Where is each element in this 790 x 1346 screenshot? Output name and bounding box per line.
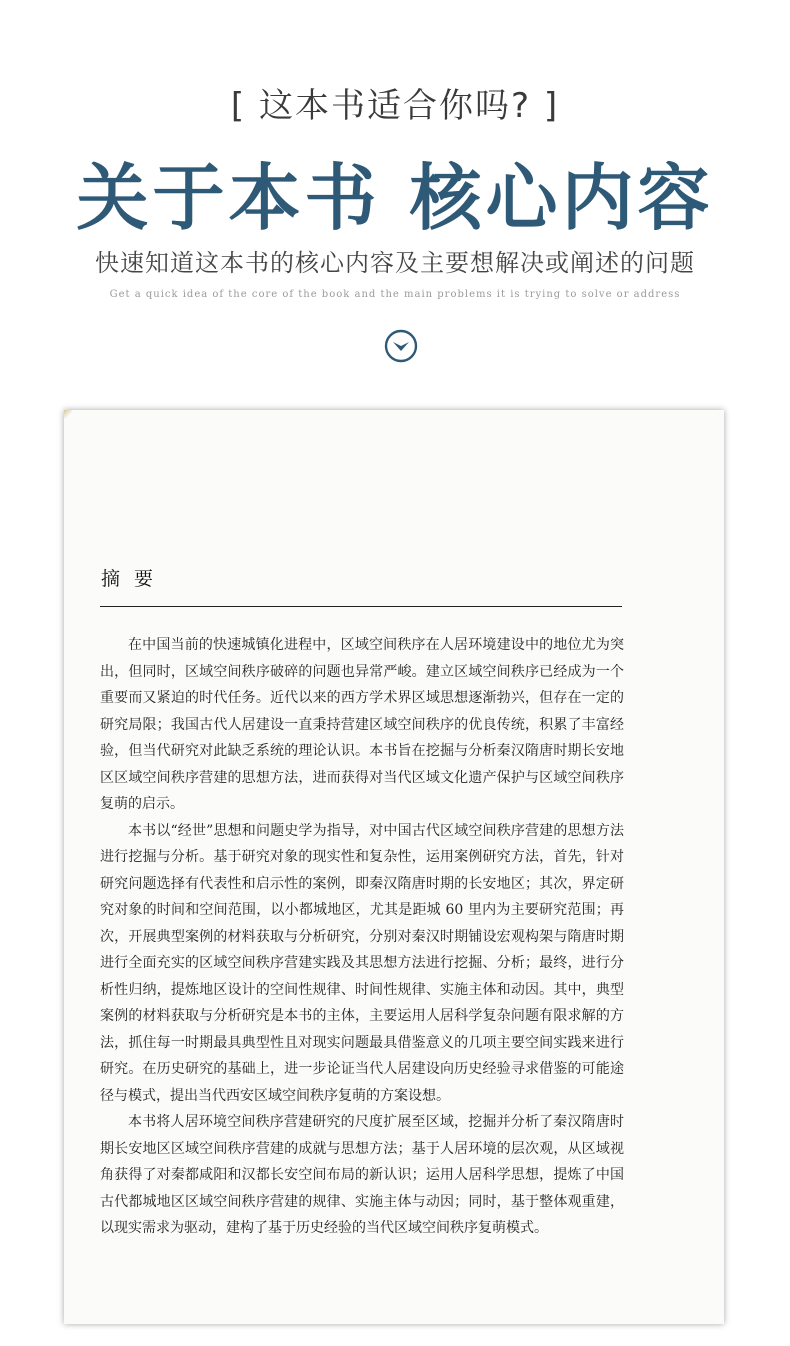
abstract-paragraph: 在中国当前的快速城镇化进程中，区域空间秩序在人居环境建设中的地位尤为突出，但同时，区域空间秩序破碎的问题也异常严峻。建立区域空间秩序已经成为一个重要而又紧迫的时代任务。近代以来的西方学术界区域思想逐渐勃兴，但存在一定的研究局限；我国古代人居建设一直秉持营建区域空间秩序的优良传统，积累了丰富经验，但当代研究对此缺乏系统的理论认识。本书旨在挖掘与分析秦汉隋唐时期长安地区区域空间秩序营建的思想方法，进而获得对当代区域文化遗产保护与区域空间秩序复萌的启示。 [100,637,624,812]
heading-divider [100,606,622,607]
main-title: 关于本书 核心内容 [76,155,714,240]
page-corner [64,410,72,418]
abstract-paragraph: 本书将人居环境空间秩序营建研究的尺度扩展至区域，挖掘并分析了秦汉隋唐时期长安地区区域空间秩序营建的成就与思想方法；基于人居环境的层次观，从区域视角获得了对秦都咸阳和汉都长安空间布局的新认识；运用人居科学思想，提炼了中国古代都城地区区域空间秩序营建的规律、实施主体与动因；同时，基于整体观重建，以现实需求为驱动，建构了基于历史经验的当代区域空间秩序复萌模式。 [100,1114,624,1236]
subtitle-english: Get a quick idea of the core of the book and the main problems it is trying to solve or address [109,289,681,300]
question-title: [ 这本书适合你吗? ] [230,86,560,126]
header-section [0,0,790,400]
abstract-body [100,632,624,1242]
book-page [64,410,724,1324]
abstract-heading: 摘要 [101,568,168,590]
chevron-down-circle-icon [384,329,418,363]
abstract-paragraph: 本书以“经世”思想和问题史学为指导，对中国古代区域空间秩序营建的思想方法进行挖掘与分析。基于研究对象的现实性和复杂性，运用案例研究方法，首先，针对研究问题选择有代表性和启示性的案例，即秦汉隋唐时期的长安地区；其次，界定研究对象的时间和空间范围，以小都城地区，尤其是距城 60 里内为主要研究范围；再次，开展典型案例的材料获取与分析研究，分别对秦汉时期铺设宏观构架与隋唐时期进行全面充实的区域空间秩序营建实践及其思想方法进行挖掘、分析；最终，进行分析性归纳，提炼地区设计的空间性规律、时间性规律、实施主体和动因。其中，典型案例的材料获取与分析研究是本书的主体，主要运用人居科学复杂问题有限求解的方法，抓住每一时期最具典型性且对现实问题最具借鉴意义的几项主要空间实践来进行研究。在历史研究的基础上，进一步论证当代人居建设向历史经验寻求借鉴的可能途径与模式，提出当代西安区域空间秩序复萌的方案设想。 [100,822,624,1104]
subtitle: 快速知道这本书的核心内容及主要想解决或阐述的问题 [95,249,695,277]
